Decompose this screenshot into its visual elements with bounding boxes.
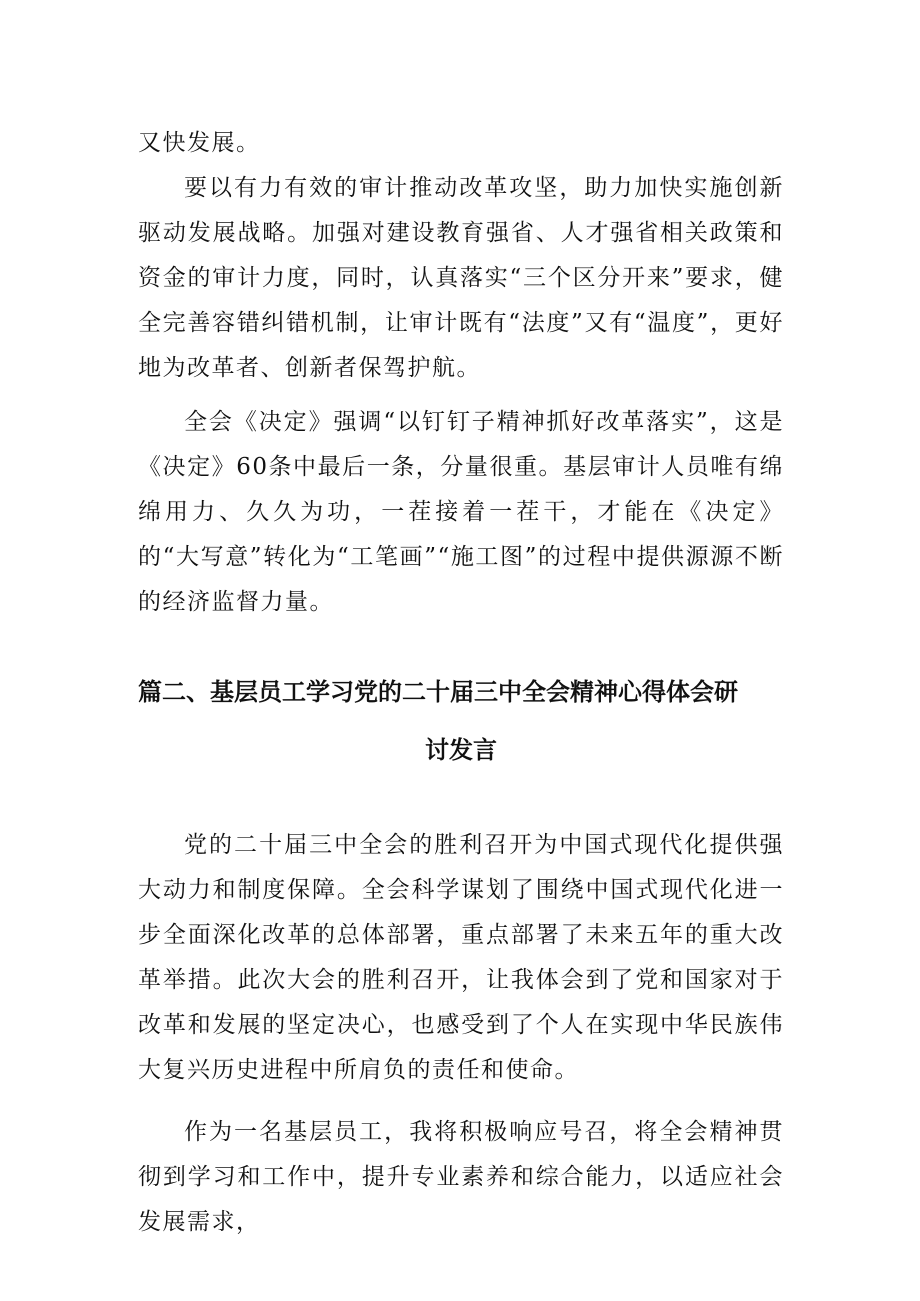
paragraph-audit-reform: 要以有力有效的审计推动改革攻坚，助力加快实施创新驱动发展战略。加强对建设教育强省、人才强省相关政策和资金的审计力度，同时，认真落实“三个区分开来”要求，健全完善容错纠错机制，让审计既有“法度”又有“温度”，更好地为改革者、创新者保驾护航。 — [138, 175, 784, 381]
paragraph-plenary-session: 党的二十届三中全会的胜利召开为中国式现代化提供强大动力和制度保障。全会科学谋划了围绕中国式现代化进一步全面深化改革的总体部署，重点部署了未来五年的重大改革举措。此次大会的胜利召开，让我体会到了党和国家对于改革和发展的坚定决心，也感受到了个人在实现中华民族伟大复兴历史进程中所肩负的责任和使命。 — [138, 832, 784, 1083]
paragraph-decision: 全会《决定》强调“以钉钉子精神抓好改革落实”，这是《决定》60条中最后一条，分量很重。基层审计人员唯有绵绵用力、久久为功，一茬接着一茬干，才能在《决定》的“大写意”转化为“工笔画”“施工图”的过程中提供源源不断的经济监督力量。 — [138, 409, 784, 615]
paragraph-grassroots-employee: 作为一名基层员工，我将积极响应号召，将全会精神贯彻到学习和工作中，提升专业素养和综合能力，以适应社会发展需求， — [138, 1119, 784, 1235]
section-heading-line2: 讨发言 — [425, 736, 497, 764]
paragraph-continuation: 又快发展。 — [138, 130, 261, 156]
section-heading-line1: 篇二、基层员工学习党的二十届三中全会精神心得体会研 — [138, 678, 738, 706]
